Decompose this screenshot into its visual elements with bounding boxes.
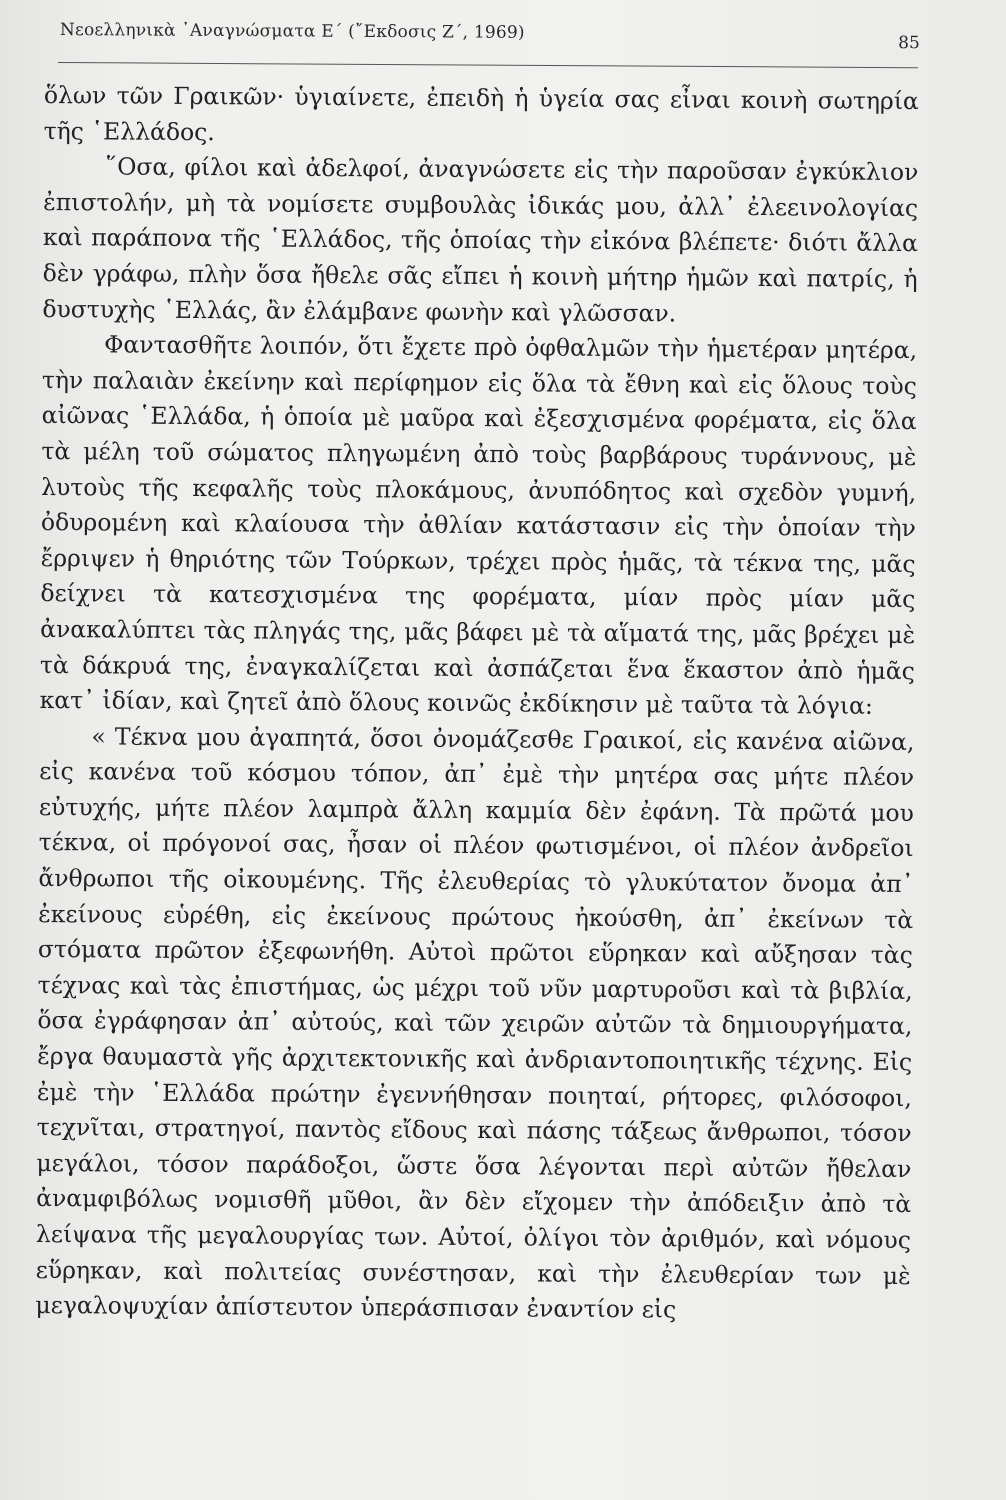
running-head <box>60 14 920 53</box>
header-rule <box>58 62 918 68</box>
paragraph-2: ῞Οσα, φίλοι καὶ ἀδελφοί, ἀναγνώσετε εἰς τὴν παροῦσαν ἐγκύκλιον ἐπιστολήν, μὴ τὰ νομίσετε συμβουλὰς ἰδικάς μου, ἀλλ᾿ ἐλεεινολογίας καὶ παράπονα τῆς ῾Ελλάδος, τῆς ὁποίας τὴν εἰκόνα βλέπετε· διότι ἄλλα δὲν γράφω, πλὴν ὅσα ἤθελε σᾶς εἴπει ἡ κοινὴ μήτηρ ἡμῶν καὶ πατρίς, ἡ δυστυχὴς ῾Ελλάς, ἂν ἐλάμβανε φωνὴν καὶ γλῶσσαν. <box>42 152 919 327</box>
paragraph-3: Φαντασθῆτε λοιπόν, ὅτι ἔχετε πρὸ ὀφθαλμῶν τὴν ἡμετέραν μητέρα, τὴν παλαιὰν ἐκείνην καὶ περίφημον εἰς ὅλα τὰ ἔθνη καὶ εἰς ὅλους τοὺς αἰῶνας ῾Ελλάδα, ἡ ὁποία μὲ μαῦρα καὶ ἐξεσχισμένα φορέματα, εἰς ὅλα τὰ μέλη τοῦ σώματος πληγωμένη ἀπὸ τοὺς βαρβάρους τυράννους, μὲ λυτοὺς τῆς κεφαλῆς τοὺς πλοκάμους, ἀνυπόδητος καὶ σχεδὸν γυμνή, ὀδυρομένη καὶ κλαίουσα τὴν ἀθλίαν κατάστασιν εἰς τὴν ὁποίαν τὴν ἔρριψεν ἡ θηριότης τῶν Τούρκων, τρέχει πρὸς ἡμᾶς, τὰ τέκνα της, μᾶς δείχνει τὰ κατεσχισμένα της φορέματα, μίαν πρὸς μίαν μᾶς ἀνακαλύπτει τὰς πληγάς της, μᾶς βάφει μὲ τὰ αἵματά της, μᾶς βρέχει μὲ τὰ δάκρυά της, ἐναγκαλίζεται καὶ ἀσπάζεται ἕνα ἕκαστον ἀπὸ ἡμᾶς κατ᾿ ἰδίαν, καὶ ζητεῖ ἀπὸ ὅλους κοινῶς ἐκδίκησιν μὲ ταῦτα τὰ λόγια: <box>39 330 918 720</box>
body-text <box>35 78 919 1330</box>
running-head-title: Νεοελληνικὰ ᾿Αναγνώσματα Ε΄ (῎Εκδοσις Ζ΄, 1969) <box>59 19 525 43</box>
page-number: 85 <box>898 33 920 54</box>
paragraph-4: « Τέκνα μου ἀγαπητά, ὅσοι ὀνομάζεσθε Γραικοί, εἰς κανένα αἰῶνα, εἰς κανένα τοῦ κόσμου τόπον, ἀπ᾿ ἐμὲ τὴν μητέρα σας μήτε πλέον εὐτυχής, μήτε πλέον λαμπρὰ ἄλλη καμμία δὲν ἐφάνη. Τὰ πρῶτά μου τέκνα, οἱ πρόγονοί σας, ἦσαν οἱ πλέον φωτισμένοι, οἱ πλέον ἀνδρεῖοι ἄνθρωποι τῆς οἰκουμένης. Τῆς ἐλευθερίας τὸ γλυκύτατον ὄνομα ἀπ᾿ ἐκείνους εὑρέθη, εἰς ἐκείνους πρώτους ἠκούσθη, ἀπ᾿ ἐκείνων τὰ στόματα πρῶτον ἐξεφωνήθη. Αὐτοὶ πρῶτοι εὕρηκαν καὶ αὔξησαν τὰς τέχνας καὶ τὰς ἐπιστήμας, ὡς μέχρι τοῦ νῦν μαρτυροῦσι καὶ τὰ βιβλία, ὅσα ἐγράφησαν ἀπ᾿ αὐτούς, καὶ τῶν χειρῶν αὐτῶν τὰ δημιουργήματα, ἔργα θαυμαστὰ γῆς ἀρχιτεκτονικῆς καὶ ἀνδριαντοποιητικῆς τέχνης. Εἰς ἐμὲ τὴν ῾Ελλάδα πρώτην ἐγεννήθησαν ποιηταί, ρήτορες, φιλόσοφοι, τεχνῖται, στρατηγοί, παντὸς εἴδους καὶ πάσης τάξεως ἄνθρωποι, τόσον μεγάλοι, τόσον παράδοξοι, ὥστε ὅσα λέγονται περὶ αὐτῶν ἤθελαν ἀναμφιβόλως νομισθῆ μῦθοι, ἂν δὲν εἴχομεν τὴν ἀπόδειξιν ἀπὸ τὰ λείψανα τῆς μεγαλουργίας των. Αὐτοί, ὀλίγοι τὸν ἀριθμόν, καὶ νόμους εὕρηκαν, καὶ πολιτείας συνέστησαν, καὶ τὴν ἐλευθερίαν των μὲ μεγαλοψυχίαν ἀπίστευτον ὑπεράσπισαν ἐναντίον εἰς <box>35 722 915 1324</box>
paragraph-1: ὅλων τῶν Γραικῶν· ὑγιαίνετε, ἐπειδὴ ἡ ὑγεία σας εἶναι κοινὴ σωτηρία τῆς ῾Ελλάδος. <box>43 80 919 146</box>
